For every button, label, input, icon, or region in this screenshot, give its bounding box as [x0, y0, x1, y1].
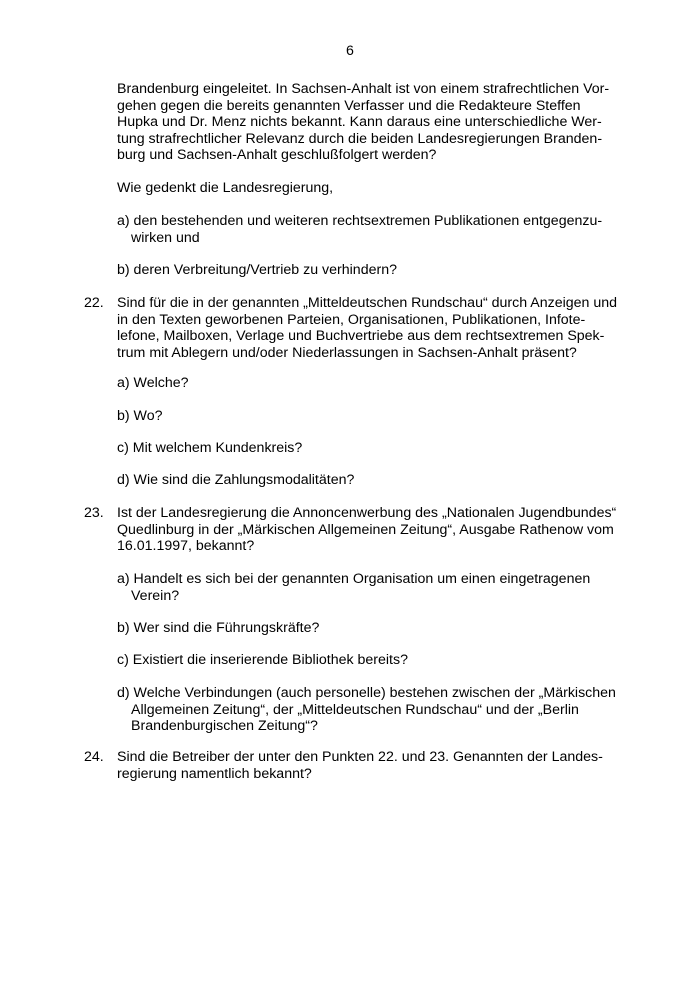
text-line: lefone, Mailboxen, Verlage und Buchvertriebe aus dem rechtsextremen Spek-	[117, 328, 605, 344]
text-line: c) Existiert die inserierende Bibliothek bereits?	[117, 652, 408, 668]
intro-subitem-a	[117, 213, 602, 246]
question-23-subitem-a	[117, 571, 590, 604]
text-line: tung strafrechtlicher Relevanz durch die beiden Landesregierungen Branden-	[117, 130, 603, 147]
text-line: burg und Sachsen-Anhalt geschlußfolgert werden?	[117, 147, 437, 163]
question-23-text	[117, 505, 616, 555]
text-line: in den Texten geworbenen Parteien, Organisationen, Publikationen, Infote-	[117, 311, 586, 328]
text-line: c) Mit welchem Kundenkreis?	[117, 440, 303, 456]
text-line: Ist der Landesregierung die Annoncenwerbung des „Nationalen Jugendbundes“	[117, 505, 617, 521]
text-line: 16.01.1997, bekannt?	[117, 538, 255, 554]
question-22-subitem-b	[117, 408, 162, 425]
text-line: gehen gegen die bereits genannten Verfasser und die Redakteure Steffen	[117, 97, 581, 114]
text-line: d) Wie sind die Zahlungsmodalitäten?	[117, 472, 355, 488]
question-24-number: 24.	[84, 749, 104, 765]
text-line: regierung namentlich bekannt?	[117, 765, 312, 782]
text-line: Sind die Betreiber der unter den Punkten 22. und 23. Genannten der Landes-	[117, 749, 603, 765]
text-line: Brandenburgischen Zeitung“?	[131, 718, 318, 734]
text-line: Allgemeinen Zeitung“, der „Mitteldeutschen Rundschau“ und der „Berlin	[131, 701, 579, 718]
text-line: Sind für die in der genannten „Mitteldeutschen Rundschau“ durch Anzeigen und	[117, 295, 618, 311]
text-line: trum mit Ablegern und/oder Niederlassungen in Sachsen-Anhalt präsent?	[117, 344, 577, 361]
intro-paragraph	[117, 81, 609, 164]
intro-question	[117, 180, 333, 197]
question-22-text	[117, 295, 617, 361]
text-line: b) deren Verbreitung/Vertrieb zu verhindern?	[117, 262, 397, 278]
text-line: Quedlinburg in der „Märkischen Allgemeinen Zeitung“, Ausgabe Rathenow vom	[117, 521, 614, 538]
text-line: a) Handelt es sich bei der genannten Organisation um einen eingetragenen	[117, 571, 591, 587]
question-23-subitem-d	[117, 685, 616, 735]
text-line: a) Welche?	[117, 375, 189, 391]
question-22-number: 22.	[84, 295, 104, 311]
text-line: a) den bestehenden und weiteren rechtsextremen Publikationen entgegenzu-	[117, 213, 603, 229]
text-line: b) Wer sind die Führungskräfte?	[117, 620, 320, 636]
text-line: Verein?	[131, 587, 180, 604]
question-23-number: 23.	[84, 505, 104, 521]
intro-subitem-b	[117, 262, 397, 279]
text-line: d) Welche Verbindungen (auch personelle) bestehen zwischen der „Märkischen	[117, 685, 616, 701]
text-line: wirken und	[131, 229, 200, 246]
question-23-subitem-b	[117, 620, 319, 637]
question-22-subitem-d	[117, 472, 354, 489]
question-22-subitem-a	[117, 375, 189, 392]
question-23-subitem-c	[117, 652, 408, 669]
text-line: Wie gedenkt die Landesregierung,	[117, 180, 334, 196]
text-line: b) Wo?	[117, 408, 163, 424]
text-line: Hupka und Dr. Menz nichts bekannt. Kann daraus eine unterschiedliche Wer-	[117, 114, 602, 130]
page-number: 6	[346, 43, 354, 59]
text-line: Brandenburg eingeleitet. In Sachsen-Anhalt ist von einem strafrechtlichen Vor-	[117, 81, 610, 97]
question-22-subitem-c	[117, 440, 302, 457]
question-24-text	[117, 749, 603, 782]
